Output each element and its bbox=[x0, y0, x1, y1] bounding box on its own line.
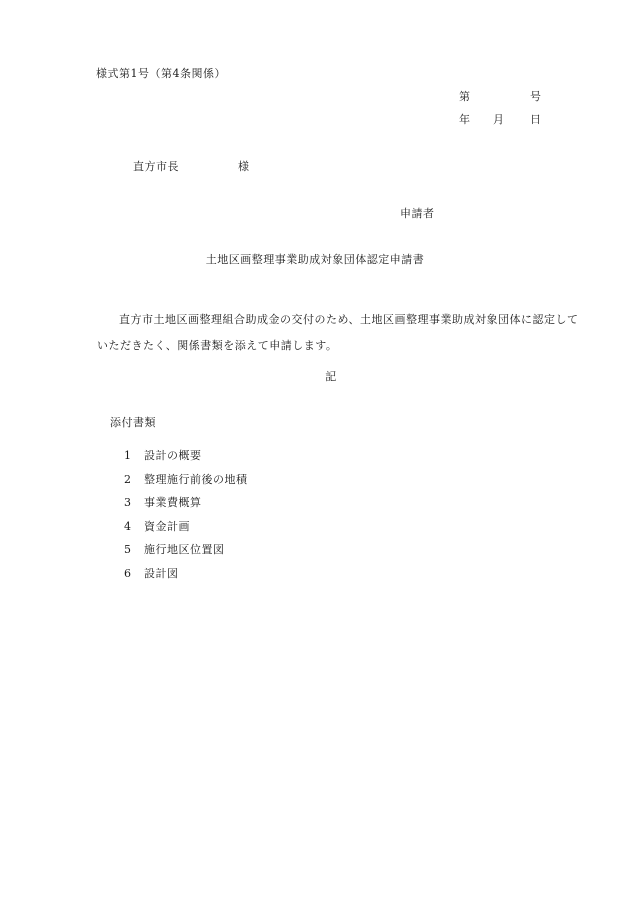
attachments-heading: 添付書類 bbox=[110, 416, 156, 429]
attachments-list bbox=[124, 449, 248, 590]
date-month: 月 bbox=[493, 113, 505, 126]
addressee-name: 直方市長 bbox=[133, 160, 179, 173]
item-label: 施行地区位置図 bbox=[144, 543, 225, 556]
item-number: 4 bbox=[124, 519, 132, 533]
list-item bbox=[124, 520, 248, 544]
document-title: 土地区画整理事業助成対象団体認定申請書 bbox=[205, 253, 425, 266]
item-number: 3 bbox=[124, 496, 132, 509]
body-paragraph: 直方市土地区画整理組合助成金の交付のため、土地区画整理事業助成対象団体に認定していただきたく、関係書類を添えて申請します。 bbox=[97, 313, 579, 352]
list-item bbox=[124, 543, 248, 567]
ki-heading: 記 bbox=[325, 370, 337, 383]
addressee-honorific: 様 bbox=[238, 160, 250, 173]
item-label: 事業費概算 bbox=[144, 496, 202, 509]
item-label: 設計の概要 bbox=[144, 449, 202, 462]
list-item bbox=[124, 449, 248, 473]
item-label: 整理施行前後の地積 bbox=[144, 472, 248, 486]
doc-number-suffix: 号 bbox=[530, 90, 542, 103]
list-item bbox=[124, 567, 248, 591]
item-label: 資金計画 bbox=[144, 519, 190, 533]
list-item bbox=[124, 496, 248, 520]
list-item bbox=[124, 473, 248, 497]
doc-number-prefix: 第 bbox=[459, 90, 471, 103]
item-number: 1 bbox=[124, 449, 132, 462]
item-label: 設計図 bbox=[144, 566, 179, 580]
item-number: 5 bbox=[124, 543, 132, 556]
applicant-label: 申請者 bbox=[400, 207, 435, 220]
date-day: 日 bbox=[530, 113, 542, 126]
item-number: 6 bbox=[124, 566, 132, 580]
date-year: 年 bbox=[459, 113, 471, 126]
item-number: 2 bbox=[124, 472, 132, 486]
form-label: 様式第1号（第4条関係） bbox=[96, 67, 226, 80]
